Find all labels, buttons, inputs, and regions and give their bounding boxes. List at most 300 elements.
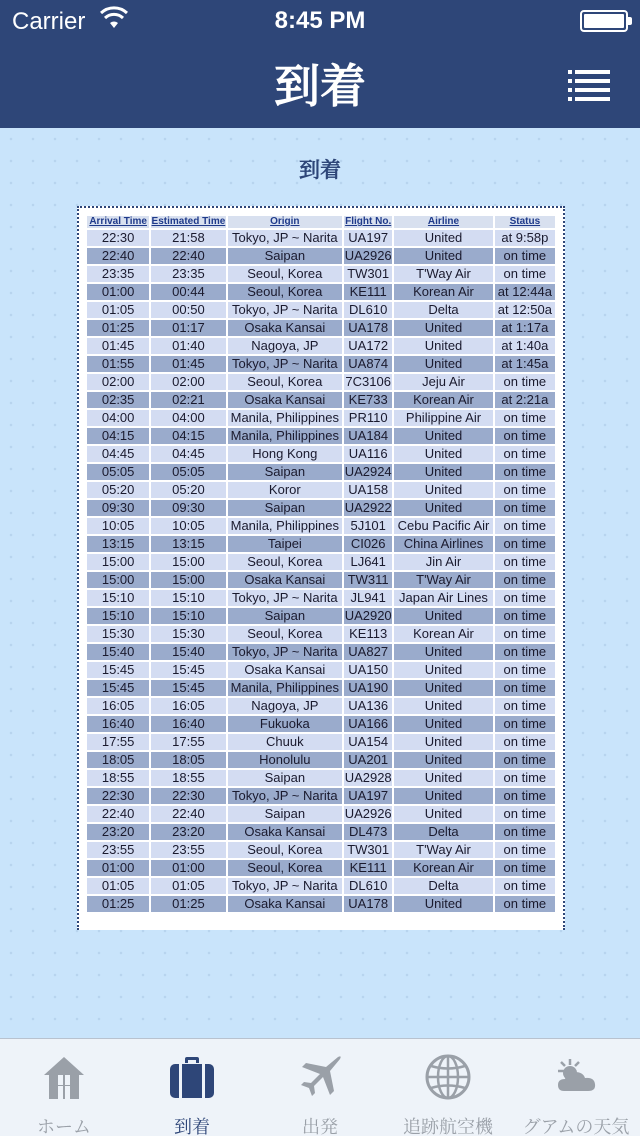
table-cell: CI026 <box>344 536 392 552</box>
table-cell: Honolulu <box>228 752 343 768</box>
table-cell: Seoul, Korea <box>228 266 343 282</box>
table-row <box>87 464 555 480</box>
table-cell: UA178 <box>344 320 392 336</box>
table-cell: 01:25 <box>87 896 149 912</box>
table-cell: UA184 <box>344 428 392 444</box>
table-cell: DL610 <box>344 878 392 894</box>
column-header: Flight No. <box>345 216 392 227</box>
airplane-icon <box>296 1053 344 1101</box>
table-cell: Seoul, Korea <box>228 860 343 876</box>
table-cell: 5J101 <box>344 518 392 534</box>
table-cell: at 1:45a <box>495 356 555 372</box>
table-cell: 23:20 <box>87 824 149 840</box>
table-cell: on time <box>495 806 555 822</box>
table-cell: Manila, Philippines <box>228 410 343 426</box>
table-cell: 22:30 <box>151 788 225 804</box>
table-cell: UA154 <box>344 734 392 750</box>
table-cell: at 12:44a <box>495 284 555 300</box>
table-row <box>87 410 555 426</box>
table-cell: 02:00 <box>87 374 149 390</box>
table-cell: Tokyo, JP ~ Narita <box>228 788 343 804</box>
table-cell: Koror <box>228 482 343 498</box>
table-cell: 22:40 <box>151 806 225 822</box>
table-cell: UA2926 <box>344 806 392 821</box>
table-cell: TW301 <box>344 842 392 858</box>
table-cell: Korean Air <box>394 626 492 642</box>
table-cell: on time <box>495 896 555 912</box>
table-row <box>87 644 555 660</box>
table-row <box>87 608 555 624</box>
table-cell: on time <box>495 464 555 480</box>
table-cell: United <box>394 716 492 732</box>
table-cell: on time <box>495 662 555 678</box>
nav-title: 到着 <box>274 59 366 113</box>
table-cell: 18:55 <box>87 770 149 786</box>
table-cell: on time <box>495 590 555 606</box>
nav-bar <box>0 40 640 128</box>
table-cell: Manila, Philippines <box>228 680 343 696</box>
tab-flight-tracker[interactable] <box>384 1039 512 1136</box>
table-cell: 15:30 <box>151 626 225 642</box>
table-row <box>87 842 555 858</box>
table-cell: UA166 <box>344 716 392 732</box>
table-cell: 01:25 <box>87 320 149 336</box>
table-cell: Saipan <box>228 500 343 516</box>
table-row <box>87 788 555 804</box>
table-cell: UA136 <box>344 698 392 714</box>
table-cell: on time <box>495 554 555 570</box>
table-row <box>87 248 555 264</box>
table-row <box>87 806 555 822</box>
tab-label: ホーム <box>37 1117 91 1136</box>
table-cell: 01:55 <box>87 356 149 372</box>
table-cell: KE113 <box>344 626 392 642</box>
table-row <box>87 770 555 786</box>
table-cell: United <box>394 356 492 372</box>
table-cell: DL610 <box>344 302 392 318</box>
table-row <box>87 680 555 696</box>
table-cell: Tokyo, JP ~ Narita <box>228 590 343 606</box>
table-cell: Cebu Pacific Air <box>394 518 492 534</box>
table-cell: on time <box>495 860 555 876</box>
table-row <box>87 518 555 534</box>
column-header: Estimated Time <box>151 216 226 227</box>
table-cell: 15:00 <box>87 554 149 570</box>
table-cell: Seoul, Korea <box>228 842 343 858</box>
tab-label: グアムの天気 <box>522 1117 630 1136</box>
table-cell: Osaka Kansai <box>228 392 343 408</box>
table-cell: United <box>394 446 492 462</box>
table-cell: 15:10 <box>151 608 225 624</box>
table-cell: PR110 <box>344 410 392 426</box>
table-cell: UA201 <box>344 752 392 768</box>
table-cell: on time <box>495 266 555 282</box>
table-cell: on time <box>495 500 555 516</box>
tab-label: 追跡航空機 <box>403 1117 493 1136</box>
table-cell: 13:15 <box>151 536 225 552</box>
table-cell: at 1:40a <box>495 338 555 354</box>
table-cell: Jin Air <box>394 554 492 570</box>
table-cell: 00:44 <box>151 284 225 300</box>
table-cell: Saipan <box>228 248 343 264</box>
tab-departures[interactable] <box>256 1039 384 1136</box>
table-cell: T'Way Air <box>394 572 492 588</box>
table-cell: 05:20 <box>151 482 225 498</box>
table-cell: KE111 <box>344 284 392 300</box>
arrivals-table-container[interactable] <box>77 206 565 930</box>
table-cell: Korean Air <box>394 860 492 876</box>
table-cell: United <box>394 680 492 696</box>
table-cell: 01:00 <box>151 860 225 876</box>
table-cell: 00:50 <box>151 302 225 318</box>
table-cell: United <box>394 428 492 444</box>
table-cell: T'Way Air <box>394 842 492 858</box>
table-cell: China Airlines <box>394 536 492 552</box>
table-cell: Osaka Kansai <box>228 320 343 336</box>
table-cell: Manila, Philippines <box>228 428 343 444</box>
table-cell: UA197 <box>344 230 392 246</box>
table-cell: Philippine Air <box>394 410 492 426</box>
table-cell: 01:45 <box>87 338 149 354</box>
table-cell: on time <box>495 626 555 642</box>
table-cell: United <box>394 230 492 246</box>
table-row <box>87 878 555 894</box>
table-cell: UA190 <box>344 680 392 696</box>
table-cell: 15:00 <box>151 572 225 588</box>
table-row <box>87 554 555 570</box>
table-cell: at 1:17a <box>495 320 555 336</box>
table-cell: United <box>394 338 492 354</box>
table-cell: 15:45 <box>151 680 225 696</box>
table-cell: Jeju Air <box>394 374 492 390</box>
table-cell: 23:35 <box>87 266 149 282</box>
table-cell: Tokyo, JP ~ Narita <box>228 644 343 660</box>
table-cell: 15:45 <box>87 662 149 678</box>
table-cell: Saipan <box>228 770 343 786</box>
table-cell: 13:15 <box>87 536 149 552</box>
table-cell: United <box>394 770 492 786</box>
table-cell: DL473 <box>344 824 392 840</box>
table-cell: Manila, Philippines <box>228 518 343 534</box>
table-cell: at 2:21a <box>495 392 555 408</box>
table-cell: United <box>394 644 492 660</box>
table-row <box>87 860 555 876</box>
column-header: Airline <box>394 216 492 228</box>
table-cell: United <box>394 806 492 822</box>
table-cell: 15:40 <box>87 644 149 660</box>
table-cell: 22:30 <box>87 230 149 246</box>
table-cell: 22:30 <box>87 788 149 804</box>
tab-guam-weather[interactable] <box>512 1039 640 1136</box>
table-cell: 02:21 <box>151 392 225 408</box>
table-row <box>87 662 555 678</box>
table-cell: UA2926 <box>344 248 392 263</box>
table-cell: on time <box>495 698 555 714</box>
table-cell: Hong Kong <box>228 446 343 462</box>
table-cell: 01:05 <box>87 302 149 318</box>
table-cell: on time <box>495 734 555 750</box>
table-cell: 16:05 <box>87 698 149 714</box>
table-cell: 01:25 <box>151 896 225 912</box>
table-cell: 04:00 <box>151 410 225 426</box>
table-row <box>87 338 555 354</box>
table-cell: 16:05 <box>151 698 225 714</box>
table-cell: 15:00 <box>151 554 225 570</box>
weather-icon <box>552 1053 600 1101</box>
table-cell: 02:35 <box>87 392 149 408</box>
table-cell: on time <box>495 428 555 444</box>
table-cell: Delta <box>394 302 492 318</box>
table-cell: on time <box>495 482 555 498</box>
table-cell: 21:58 <box>151 230 225 246</box>
table-cell: 01:45 <box>151 356 225 372</box>
table-cell: United <box>394 896 492 912</box>
table-cell: Osaka Kansai <box>228 824 343 840</box>
table-cell: 15:45 <box>87 680 149 696</box>
table-cell: Osaka Kansai <box>228 896 343 912</box>
table-cell: 23:35 <box>151 266 225 282</box>
table-cell: United <box>394 662 492 678</box>
table-cell: United <box>394 608 492 624</box>
globe-icon <box>424 1053 472 1101</box>
table-row <box>87 302 555 318</box>
table-row <box>87 356 555 372</box>
table-cell: Osaka Kansai <box>228 662 343 678</box>
table-cell: 15:00 <box>87 572 149 588</box>
table-cell: 17:55 <box>87 734 149 750</box>
table-cell: Delta <box>394 878 492 894</box>
table-cell: UA2924 <box>344 464 392 479</box>
table-cell: Saipan <box>228 464 343 480</box>
table-cell: 05:05 <box>87 464 149 480</box>
table-cell: UA158 <box>344 482 392 498</box>
table-cell: UA197 <box>344 788 392 804</box>
table-row <box>87 536 555 552</box>
table-cell: 23:20 <box>151 824 225 840</box>
table-header-row <box>87 216 555 228</box>
table-cell: 01:05 <box>87 878 149 894</box>
table-cell: Tokyo, JP ~ Narita <box>228 356 343 372</box>
table-cell: on time <box>495 248 555 264</box>
table-cell: at 12:50a <box>495 302 555 318</box>
table-cell: LJ641 <box>344 554 392 570</box>
table-row <box>87 392 555 408</box>
table-row <box>87 716 555 732</box>
table-cell: JL941 <box>344 590 392 606</box>
suitcase-icon <box>168 1053 216 1101</box>
table-cell: TW301 <box>344 266 392 282</box>
content-area[interactable] <box>0 128 640 1038</box>
table-cell: 23:55 <box>87 842 149 858</box>
table-cell: 15:30 <box>87 626 149 642</box>
table-cell: on time <box>495 878 555 894</box>
table-cell: 02:00 <box>151 374 225 390</box>
tab-arrivals[interactable] <box>128 1039 256 1136</box>
table-cell: Nagoya, JP <box>228 338 343 354</box>
table-cell: Seoul, Korea <box>228 626 343 642</box>
table-row <box>87 590 555 606</box>
table-cell: on time <box>495 788 555 804</box>
table-cell: UA116 <box>344 446 392 462</box>
table-cell: 04:15 <box>151 428 225 444</box>
table-cell: Osaka Kansai <box>228 572 343 588</box>
table-cell: 04:15 <box>87 428 149 444</box>
table-cell: Seoul, Korea <box>228 284 343 300</box>
table-cell: at 9:58p <box>495 230 555 246</box>
table-cell: Saipan <box>228 608 343 624</box>
table-cell: 10:05 <box>151 518 225 534</box>
table-cell: on time <box>495 410 555 426</box>
table-cell: Seoul, Korea <box>228 374 343 390</box>
table-cell: 09:30 <box>151 500 225 516</box>
table-cell: United <box>394 482 492 498</box>
table-cell: TW311 <box>344 572 392 588</box>
table-row <box>87 734 555 750</box>
table-cell: 16:40 <box>87 716 149 732</box>
table-cell: 22:40 <box>87 806 149 822</box>
table-cell: 22:40 <box>87 248 149 264</box>
table-cell: 01:17 <box>151 320 225 336</box>
table-cell: UA827 <box>344 644 392 660</box>
table-cell: 01:00 <box>87 284 149 300</box>
table-cell: on time <box>495 770 555 786</box>
table-row <box>87 626 555 642</box>
table-cell: Fukuoka <box>228 716 343 732</box>
table-cell: UA2922 <box>344 500 392 515</box>
menu-button[interactable] <box>568 68 610 102</box>
battery-icon <box>580 10 628 32</box>
table-cell: 15:40 <box>151 644 225 660</box>
table-row <box>87 824 555 840</box>
table-cell: 16:40 <box>151 716 225 732</box>
table-cell: 15:45 <box>151 662 225 678</box>
status-bar <box>0 0 640 40</box>
table-cell: United <box>394 698 492 714</box>
table-cell: Tokyo, JP ~ Narita <box>228 230 343 246</box>
column-header: Arrival Time <box>87 216 149 228</box>
arrivals-table <box>85 214 557 914</box>
table-row <box>87 284 555 300</box>
table-cell: 01:40 <box>151 338 225 354</box>
table-cell: on time <box>495 842 555 858</box>
table-row <box>87 572 555 588</box>
status-time: 8:45 PM <box>274 7 366 34</box>
table-cell: United <box>394 788 492 804</box>
table-cell: United <box>394 320 492 336</box>
table-cell: on time <box>495 446 555 462</box>
table-cell: on time <box>495 572 555 588</box>
tab-label: 出発 <box>302 1117 338 1136</box>
table-cell: T'Way Air <box>394 266 492 282</box>
column-header: Origin <box>228 216 343 228</box>
table-cell: 05:05 <box>151 464 225 480</box>
table-row <box>87 482 555 498</box>
table-cell: Chuuk <box>228 734 343 750</box>
home-icon <box>40 1053 88 1101</box>
table-cell: UA2928 <box>344 770 392 785</box>
table-row <box>87 374 555 390</box>
table-cell: UA178 <box>344 896 392 912</box>
table-cell: on time <box>495 716 555 732</box>
table-cell: 15:10 <box>151 590 225 606</box>
table-cell: Saipan <box>228 806 343 822</box>
table-row <box>87 500 555 516</box>
table-cell: United <box>394 248 492 264</box>
table-cell: 15:10 <box>87 590 149 606</box>
table-cell: United <box>394 752 492 768</box>
tab-label: 到着 <box>174 1117 210 1136</box>
table-cell: 18:55 <box>151 770 225 786</box>
table-row <box>87 752 555 768</box>
table-cell: United <box>394 734 492 750</box>
table-row <box>87 428 555 444</box>
table-row <box>87 896 555 912</box>
table-cell: on time <box>495 536 555 552</box>
table-cell: on time <box>495 518 555 534</box>
table-cell: on time <box>495 608 555 624</box>
table-cell: 23:55 <box>151 842 225 858</box>
table-cell: 04:00 <box>87 410 149 426</box>
table-cell: on time <box>495 644 555 660</box>
table-cell: 15:10 <box>87 608 149 624</box>
table-cell: 04:45 <box>87 446 149 462</box>
page-heading: 到着 <box>299 158 341 182</box>
table-cell: on time <box>495 824 555 840</box>
table-cell: on time <box>495 374 555 390</box>
table-cell: KE111 <box>344 860 392 876</box>
table-cell: on time <box>495 680 555 696</box>
table-cell: 22:40 <box>151 248 225 264</box>
table-cell: KE733 <box>344 392 392 408</box>
table-cell: UA874 <box>344 356 392 372</box>
table-cell: UA150 <box>344 662 392 678</box>
table-cell: United <box>394 464 492 480</box>
table-cell: Delta <box>394 824 492 840</box>
table-cell: UA2920 <box>344 608 392 623</box>
table-cell: 18:05 <box>87 752 149 768</box>
table-row <box>87 230 555 246</box>
table-cell: 05:20 <box>87 482 149 498</box>
table-row <box>87 320 555 336</box>
table-cell: Tokyo, JP ~ Narita <box>228 878 343 894</box>
table-cell: 7C3106 <box>345 374 391 389</box>
table-cell: 10:05 <box>87 518 149 534</box>
table-cell: Korean Air <box>394 284 492 300</box>
table-row <box>87 446 555 462</box>
table-cell: 04:45 <box>151 446 225 462</box>
table-cell: Japan Air Lines <box>394 590 492 606</box>
table-cell: on time <box>495 752 555 768</box>
table-row <box>87 266 555 282</box>
table-cell: Tokyo, JP ~ Narita <box>228 302 343 318</box>
column-header: Status <box>495 216 555 228</box>
table-cell: 18:05 <box>151 752 225 768</box>
tab-home[interactable] <box>0 1039 128 1136</box>
tab-bar <box>0 1038 640 1136</box>
carrier-label: Carrier <box>12 8 86 35</box>
table-cell: Nagoya, JP <box>228 698 343 714</box>
table-cell: 09:30 <box>87 500 149 516</box>
table-cell: Seoul, Korea <box>228 554 343 570</box>
table-cell: United <box>394 500 492 516</box>
table-cell: 01:00 <box>87 860 149 876</box>
table-cell: 17:55 <box>151 734 225 750</box>
table-row <box>87 698 555 714</box>
table-cell: 01:05 <box>151 878 225 894</box>
table-cell: Taipei <box>228 536 343 552</box>
table-cell: Korean Air <box>394 392 492 408</box>
table-cell: UA172 <box>344 338 392 354</box>
